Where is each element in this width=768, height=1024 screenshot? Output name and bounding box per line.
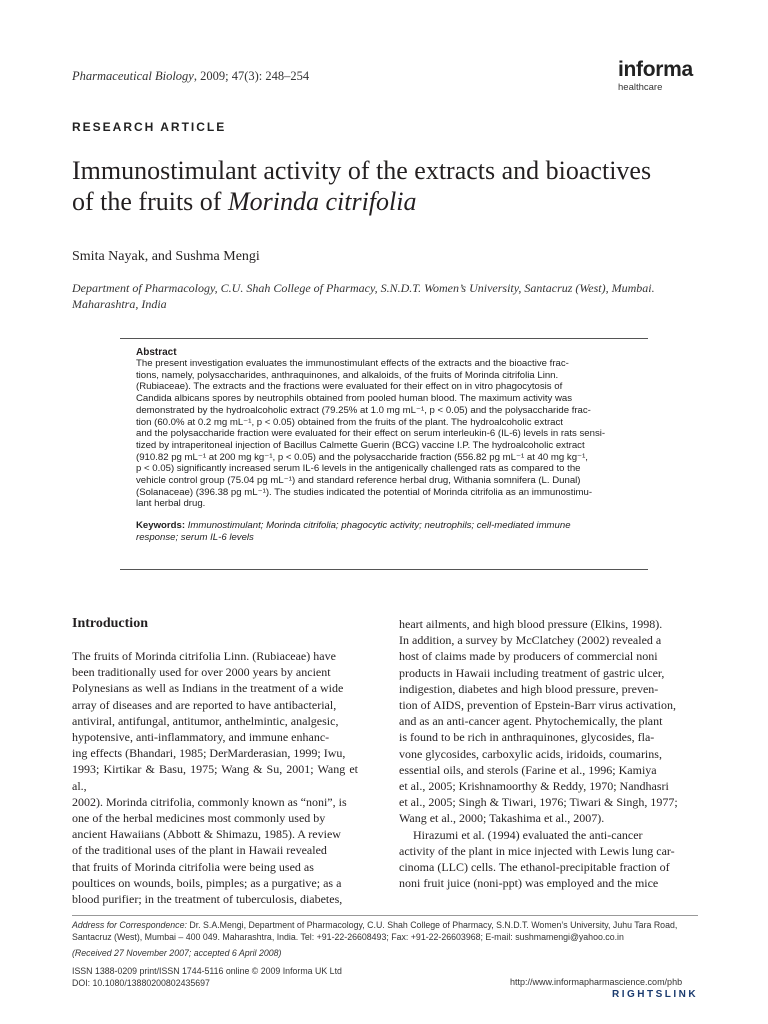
abstract-line: tion (60.0% at 0.2 mg mL⁻¹, p < 0.05) obtained from the fruits of the plant. The hydroalcoholic extract: [136, 416, 563, 428]
journal-name: Pharmaceutical Biology: [72, 69, 194, 83]
intro-left-line: ing effects (Bhandari, 1985; DerMarderasian, 1999; Iwu,: [72, 746, 346, 761]
intro-right-line: et al., 2005; Krishnamoorthy & Reddy, 1970; Nandhasri: [399, 779, 669, 794]
intro-right-line: cinoma (LLC) cells. The ethanol-precipitable fraction of: [399, 860, 670, 875]
intro-right-line: is found to be rich in anthraquinones, glycosides, fla-: [399, 730, 655, 745]
received-dates: (Received 27 November 2007; accepted 6 April 2008): [72, 948, 282, 958]
logo-main-text: informa: [618, 58, 693, 81]
intro-right-line: tion of AIDS, prevention of Epstein-Barr virus activation,: [399, 698, 676, 713]
correspondence-note: [72, 915, 698, 943]
journal-volume: , 2009; 47(3): 248–254: [193, 69, 310, 83]
intro-left-line: antiviral, antifungal, antitumor, anthelmintic, analgesic,: [72, 713, 339, 728]
abstract-heading: Abstract: [136, 347, 177, 358]
title-line-2: [72, 186, 732, 217]
intro-left-line: ancient Hawaiians (Abbott & Shimazu, 1985). A review: [72, 827, 341, 842]
intro-right-line: products in Hawaii including treatment of gastric ulcer,: [399, 665, 665, 680]
intro-right-line: et al., 2005; Singh & Tiwari, 1976; Tiwari & Singh, 1977;: [399, 795, 678, 810]
journal-url-link[interactable]: http://www.informapharmascience.com/phb: [510, 977, 683, 987]
intro-left-line: Polynesians as well as Indians in the treatment of a wide: [72, 681, 344, 696]
intro-left-line: blood purifier; in the treatment of tuberculosis, diabetes,: [72, 892, 343, 907]
correspondence-line-1: Dr. S.A.Mengi, Department of Pharmacology, C.U. Shah College of Pharmacy, S.N.D.T. Women’s University, Juhu Tara Road,: [186, 920, 678, 930]
intro-left-line: poultices on wounds, boils, pimples; as a purgative; as a: [72, 875, 342, 890]
correspondence-label: Address for Correspondence:: [72, 920, 187, 930]
intro-right-line: noni fruit juice (noni-ppt) was employed and the mice: [399, 876, 659, 891]
publisher-logo: [618, 59, 693, 93]
keywords-label: Keywords:: [136, 520, 186, 532]
article-title: [72, 155, 732, 217]
doi: DOI: 10.1080/13880200802435697: [72, 977, 210, 988]
title-line-2-prefix: of the fruits of: [72, 187, 228, 216]
title-species: Morinda citrifolia: [227, 187, 417, 216]
intro-left-line: that fruits of Morinda citrifolia were being used as: [72, 859, 314, 874]
abstract-line: and the polysaccharide fraction were evaluated for their effect on serum interleukin-6 (IL-6) levels in rats sensi-: [136, 428, 606, 440]
intro-left-line: 2002). Morinda citrifolia, commonly known as “noni”, is: [72, 794, 347, 809]
keywords: [136, 520, 636, 543]
abstract-box: [120, 338, 648, 570]
abstract-line: (910.82 pg mL⁻¹ at 200 mg kg⁻¹, p < 0.05) and the polysaccharide fraction (556.82 pg mL⁻¹ at 40 mg kg⁻¹,: [136, 451, 588, 463]
intro-left-line: of the traditional uses of the plant in Hawaii revealed: [72, 843, 327, 858]
abstract-text: [136, 358, 636, 510]
title-line-1: Immunostimulant activity of the extracts and bioactives: [72, 156, 652, 185]
authors: Smita Nayak, and Sushma Mengi: [72, 249, 260, 264]
intro-right-line: and as an anti-cancer agent. Phytochemically, the plant: [399, 714, 663, 729]
intro-right-line: indigestion, diabetes and high blood pressure, preven-: [399, 681, 659, 696]
intro-right-line: Wang et al., 2000; Takashima et al., 2007).: [399, 811, 605, 826]
rightslink-logo: RIGHTSLINK: [612, 989, 699, 1000]
logo-sub-text: healthcare: [618, 82, 663, 93]
abstract-line: The present investigation evaluates the immunostimulant effects of the extracts and the bioactive frac-: [136, 358, 569, 369]
article-type: RESEARCH ARTICLE: [72, 120, 227, 134]
right-column-text: [399, 616, 697, 891]
introduction-heading: Introduction: [72, 616, 148, 631]
intro-left-line: The fruits of Morinda citrifolia Linn. (Rubiaceae) have: [72, 649, 336, 663]
intro-right-line: vone glycosides, carboxylic acids, iridoids, coumarins,: [399, 746, 662, 761]
abstract-line: Candida albicans spores by neutrophils obtained from pooled human blood. The maximum activity was: [136, 393, 573, 405]
journal-citation: [72, 69, 309, 84]
issn-block: [72, 966, 342, 989]
abstract-line: (Rubiaceae). The extracts and the fractions were evaluated for their effect on in vitro phagocytosis of: [136, 381, 563, 393]
intro-left-line: hypotensive, anti-inflammatory, and immune enhanc-: [72, 730, 330, 745]
abstract-line: vehicle control group (75.04 pg mL⁻¹) and standard reference herbal drug, Withania somnifera (L. Dunal): [136, 475, 581, 487]
intro-right-line: In addition, a survey by McClatchey (2002) revealed a: [399, 633, 662, 648]
intro-right-line: heart ailments, and high blood pressure (Elkins, 1998).: [399, 617, 663, 631]
intro-left-line: one of the herbal medicines most commonly used by: [72, 811, 326, 826]
abstract-line: demonstrated by the hydroalcoholic extract (79.25% at 1.0 mg mL⁻¹, p < 0.05) and the polysaccharide frac-: [136, 404, 591, 416]
intro-left-line: 1993; Kirtikar & Basu, 1975; Wang & Su, 2001; Wang et al.,: [72, 762, 358, 793]
issn: ISSN 1388-0209 print/ISSN 1744-5116 online © 2009 Informa UK Ltd: [72, 966, 342, 976]
intro-right-line: activity of the plant in mice injected with Lewis lung car-: [399, 843, 675, 858]
left-column-text: [72, 648, 358, 907]
intro-right-line: host of claims made by producers of commercial noni: [399, 649, 658, 664]
intro-right-line: essential oils, and sterols (Farine et al., 1996; Kamiya: [399, 762, 657, 777]
correspondence-line-2: Santacruz (West), Mumbai – 400 049. Maharashtra, India. Tel: +91-22-26608493; Fax: +91-22-26603968; E-mail: sushmamengi@yahoo.co.in: [72, 931, 624, 942]
keywords-line-1: Immunostimulant; Morinda citrifolia; phagocytic activity; neutrophils; cell-mediated immune: [185, 520, 571, 532]
affiliation: Department of Pharmacology, C.U. Shah College of Pharmacy, S.N.D.T. Women’s University, Santacruz (West), Mumbai. Maharashtra, India: [72, 281, 655, 311]
abstract-line: p < 0.05) significantly increased serum IL-6 levels in the antigenically challenged rats as compared to the: [136, 463, 581, 475]
intro-right-line: Hirazumi et al. (1994) evaluated the anti-cancer: [413, 827, 643, 842]
intro-left-line: array of diseases and are reported to have antibacterial,: [72, 697, 337, 712]
intro-left-line: been traditionally used for over 2000 years by ancient: [72, 665, 331, 680]
keywords-line-2: response; serum IL-6 levels: [136, 531, 254, 543]
abstract-line: lant herbal drug.: [136, 498, 206, 510]
abstract-line: tized by intraperitoneal injection of Bacillus Calmette Guerin (BCG) vaccine I.P. The hydroalcoholic extract: [136, 439, 585, 451]
abstract-line: tions, namely, polysaccharides, anthraquinones, and alkaloids, of the fruits of Morinda citrifolia Linn.: [136, 369, 559, 381]
abstract-line: (Solanaceae) (396.38 pg mL⁻¹). The studies indicated the potential of Morinda citrifolia as an immunostimu-: [136, 486, 593, 498]
